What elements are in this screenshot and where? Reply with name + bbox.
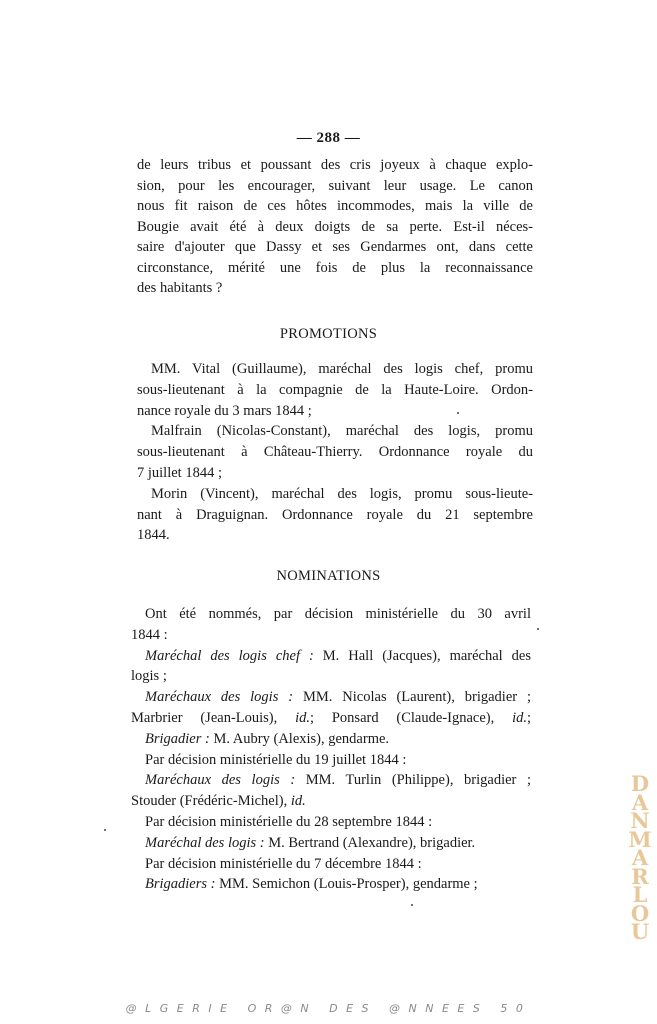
text-line	[131, 646, 531, 667]
text-line: nant à Draguignan. Ordonnance royale du 21 septembre	[137, 506, 533, 523]
text-line: Malfrain (Nicolas-Constant), maréchal des logis, promu	[151, 423, 533, 440]
text-line	[131, 708, 531, 729]
entry-text: ;	[526, 709, 531, 726]
entry-text: M. Aubry (Alexis), gendarme.	[213, 730, 390, 747]
entry-text: Marbrier (Jean-Louis),	[131, 709, 278, 726]
promotions-heading: PROMOTIONS	[279, 326, 378, 342]
rank-label: Maréchal des logis chef :	[145, 647, 314, 664]
text-line: Morin (Vincent), maréchal des logis, promu sous-lieute-	[151, 485, 533, 502]
entry-text: Stouder (Frédéric-Michel),	[131, 793, 288, 810]
watermark-letter: M	[628, 826, 652, 852]
watermark-letter: R	[631, 863, 649, 889]
intro-paragraph	[137, 155, 533, 299]
entry-text: M. Hall (Jacques), maréchal des	[322, 647, 531, 664]
rank-label: Brigadiers :	[145, 876, 216, 893]
text-line: Par décision ministérielle du 19 juillet 1844 :	[145, 751, 407, 768]
watermark-letter: N	[630, 808, 650, 833]
text-line: Par décision ministérielle du 28 septembre 1844 :	[145, 813, 433, 830]
watermark-letter: A	[631, 789, 649, 815]
watermark-letter: O	[630, 900, 650, 926]
text-line: 7 juillet 1844 ;	[137, 464, 222, 481]
text-line: sion, pour les encourager, suivant leur usage. Le canon	[137, 177, 533, 194]
text-line	[131, 729, 531, 750]
text-line: logis ;	[131, 668, 167, 685]
watermark-letter: A	[631, 845, 649, 870]
nominations-section	[131, 604, 531, 895]
nominations-heading: NOMINATIONS	[276, 568, 381, 584]
rank-label: Maréchaux des logis :	[145, 772, 296, 789]
text-line: des habitants ?	[137, 280, 223, 296]
print-speck	[537, 628, 539, 630]
entry-text: MM. Turlin (Philippe), brigadier ;	[305, 772, 531, 789]
rank-label: Brigadier :	[145, 730, 210, 747]
text-line	[131, 770, 531, 791]
text-line: circonstance, mérité une fois de plus la reconnaissance	[137, 259, 533, 276]
text-line: nous fit raison de ces hôtes incommodes, mais la ville de	[137, 198, 533, 214]
text-line: de leurs tribus et poussant des cris joyeux à chaque explo-	[137, 157, 533, 173]
text-line: MM. Vital (Guillaume), maréchal des logis chef, promu	[151, 361, 533, 377]
watermark-letter: L	[632, 882, 648, 907]
footer-credit: @LGERIE OR@N DES @NNEES 50	[125, 1002, 532, 1015]
text-line: Bougie avait été à deux doigts de sa perte. Est-il néces-	[137, 218, 533, 235]
idem-abbrev: id.	[290, 793, 306, 810]
print-speck	[104, 829, 106, 831]
text-line: Par décision ministérielle du 7 décembre 1844 :	[145, 855, 422, 872]
text-line: 1844 :	[131, 626, 168, 643]
entry-text: M. Bertrand (Alexandre), brigadier.	[268, 834, 476, 851]
text-line: sous-lieutenant à Château-Thierry. Ordonnance royale du	[137, 444, 533, 461]
text-line: 1844.	[137, 527, 170, 544]
entry-text: MM. Nicolas (Laurent), brigadier ;	[302, 689, 532, 706]
text-line	[131, 874, 531, 895]
text-line: nance royale du 3 mars 1844 ;	[137, 402, 312, 419]
text-line: sous-lieutenant à la compagnie de la Haute-Loire. Ordon-	[137, 381, 533, 398]
watermark-letter: D	[630, 771, 650, 796]
page-number: — 288 —	[296, 130, 361, 146]
entry-text: MM. Semichon (Louis-Prosper), gendarme ;	[219, 876, 478, 893]
promotions-section	[137, 359, 533, 546]
print-speck	[457, 412, 459, 414]
text-line: saire d'ajouter que Dassy et ses Gendarmes ont, dans cette	[137, 239, 533, 255]
print-speck	[411, 904, 413, 906]
watermark	[627, 771, 653, 944]
watermark-letter: U	[630, 919, 650, 944]
text-line	[131, 791, 531, 812]
idem-abbrev: id.	[512, 709, 527, 726]
rank-label: Maréchal des logis :	[145, 834, 265, 851]
entry-text: ; Ponsard (Claude-Ignace),	[310, 709, 495, 726]
text-line	[131, 687, 531, 708]
rank-label: Maréchaux des logis :	[145, 689, 294, 706]
text-line	[131, 833, 531, 854]
text-line: Ont été nommés, par décision ministérielle du 30 avril	[145, 606, 531, 622]
idem-abbrev: id.	[295, 709, 310, 726]
